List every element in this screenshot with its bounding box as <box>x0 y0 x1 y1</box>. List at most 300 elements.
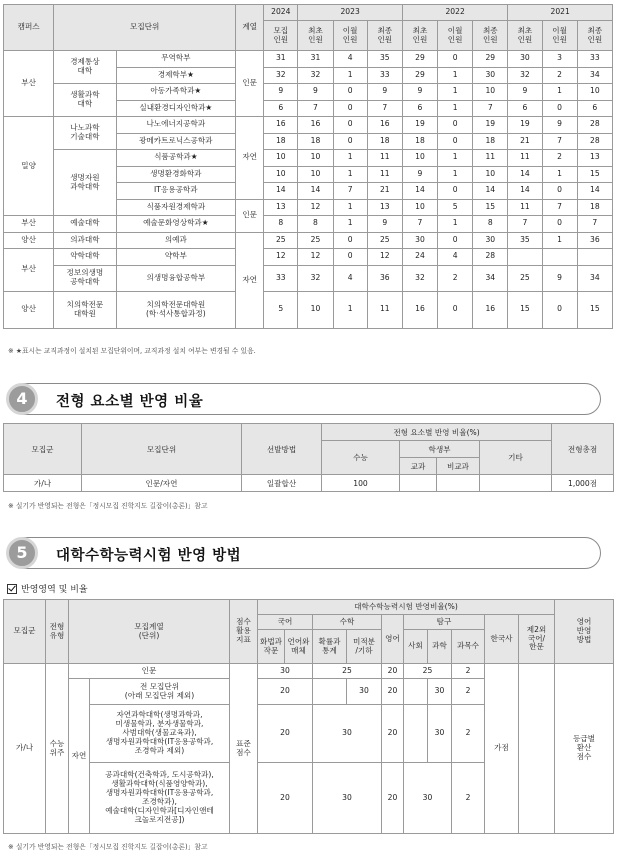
value-cell: 1 <box>438 216 473 233</box>
value-cell: 9 <box>402 84 437 101</box>
value-cell: 14 <box>577 183 612 200</box>
header-unit: 모집계열 (단위) <box>69 600 230 664</box>
value-cell: 0 <box>438 51 473 68</box>
campus-cell: 부산 <box>4 249 54 292</box>
value-cell: 1 <box>333 291 367 328</box>
value-cell: 34 <box>473 265 508 291</box>
science-cell: 30 <box>428 679 452 705</box>
college-cell: 생명자원 과학대학 <box>54 150 116 216</box>
value-cell: 16 <box>473 291 508 328</box>
value-cell: 7 <box>542 199 577 216</box>
value-cell: 6 <box>402 100 437 117</box>
unit-cell: 인문/자연 <box>82 475 242 492</box>
campus-cell: 부산 <box>4 216 54 233</box>
value-cell: 34 <box>577 265 612 291</box>
header-2022: 2022 <box>402 5 507 21</box>
value-cell: 28 <box>577 117 612 134</box>
value-cell: 6 <box>577 100 612 117</box>
value-cell: 11 <box>367 291 402 328</box>
unit-cell: 의생명융합공학부 <box>116 265 236 291</box>
value-cell: 25 <box>367 232 402 249</box>
subject-cell <box>400 475 437 492</box>
value-cell: 7 <box>508 216 542 233</box>
nonsubject-cell <box>437 475 480 492</box>
value-cell: 7 <box>402 216 437 233</box>
table-row <box>4 265 613 291</box>
field-cell: 인문 <box>236 199 264 232</box>
table-header-row <box>4 5 613 21</box>
header-math: 수학 <box>313 615 382 630</box>
header-group: 모집군 <box>4 600 46 664</box>
value-cell: 13 <box>577 150 612 167</box>
group-cell: 가/나 <box>4 475 82 492</box>
section-title: 전형 요소별 반영 비율 <box>56 394 204 410</box>
value-cell: 35 <box>367 51 402 68</box>
group-cell: 가/나 <box>4 664 46 834</box>
college-cell: 생활과학 대학 <box>54 84 116 117</box>
table-row <box>4 150 613 167</box>
value-cell: 1 <box>333 199 367 216</box>
value-cell: 9 <box>542 265 577 291</box>
value-cell <box>508 249 542 266</box>
value-cell: 11 <box>508 150 542 167</box>
value-cell: 32 <box>402 265 437 291</box>
value-cell: 31 <box>264 51 298 68</box>
value-cell: 1 <box>438 100 473 117</box>
etc-cell <box>480 475 552 492</box>
header-etc: 기타 <box>480 441 552 475</box>
unit-cell: 무역학부 <box>116 51 236 68</box>
sub-initial: 최초 인원 <box>402 21 437 51</box>
value-cell: 10 <box>298 291 333 328</box>
value-cell: 9 <box>402 166 437 183</box>
value-cell: 30 <box>508 51 542 68</box>
value-cell: 12 <box>264 249 298 266</box>
value-cell: 32 <box>298 67 333 84</box>
value-cell: 12 <box>367 249 402 266</box>
value-cell: 19 <box>473 117 508 134</box>
value-cell: 11 <box>367 150 402 167</box>
unit-cell: 식품공학과★ <box>116 150 236 167</box>
campus-cell: 밀양 <box>4 117 54 216</box>
unit-cell: 전 모집단위 (아래 모집단위 제외) <box>90 679 230 705</box>
value-cell: 9 <box>367 84 402 101</box>
value-cell: 29 <box>402 51 437 68</box>
header-korean: 국어 <box>258 615 313 630</box>
value-cell: 7 <box>577 216 612 233</box>
table-row <box>4 84 613 101</box>
value-cell: 36 <box>577 232 612 249</box>
value-cell: 8 <box>473 216 508 233</box>
value-cell: 15 <box>577 166 612 183</box>
sub-final: 최종 인원 <box>577 21 612 51</box>
value-cell: 32 <box>508 67 542 84</box>
header-2021: 2021 <box>508 5 613 21</box>
value-cell: 0 <box>438 183 473 200</box>
header-m2: 미적분 /기하 <box>347 630 382 664</box>
table-row <box>4 664 614 679</box>
social-cell <box>404 679 428 705</box>
section-4-header <box>6 383 607 415</box>
value-cell: 10 <box>473 84 508 101</box>
unit-cell: 공과대학(건축학과, 도시공학과), 생활과학대학(식품영양학과), 생명자원과학대학(IT응용공학과, 조경학과), 예술대학(디자인학과[디자인앤테 크놀로지전공]) <box>90 763 230 834</box>
value-cell: 12 <box>298 199 333 216</box>
value-cell: 1 <box>542 84 577 101</box>
value-cell: 7 <box>542 133 577 150</box>
unit-cell: 실내환경디자인학과★ <box>116 100 236 117</box>
social-cell: 25 <box>404 664 452 679</box>
value-cell: 14 <box>473 183 508 200</box>
college-cell: 약학대학 <box>54 249 116 266</box>
value-cell: 14 <box>508 166 542 183</box>
header-unit: 모집단위 <box>82 424 242 475</box>
value-cell: 18 <box>577 199 612 216</box>
inquiry-cell: 30 <box>404 763 452 834</box>
sub-carry: 이월 인원 <box>542 21 577 51</box>
value-cell: 11 <box>473 150 508 167</box>
count-cell: 2 <box>452 679 485 705</box>
value-cell: 25 <box>264 232 298 249</box>
science-cell: 30 <box>428 705 452 763</box>
value-cell: 5 <box>264 291 298 328</box>
value-cell: 0 <box>333 117 367 134</box>
value-cell: 0 <box>438 232 473 249</box>
header-unit: 모집단위 <box>54 5 236 51</box>
header-ratio: 전형 요소별 반영 비율(%) <box>322 424 552 441</box>
korean-cell: 20 <box>258 763 313 834</box>
unit-cell: 자연과학대학(생명과학과, 미생물학과, 분자생물학과, 사범대학(생물교육과), 생명자원과학대학(IT응용공학과, 조경학과 제외) <box>90 705 230 763</box>
value-cell: 10 <box>577 84 612 101</box>
table1-note: ※ ★표시는 교직과정이 설치된 모집단위이며, 교직과정 설치 여부는 변경될 수 있음. <box>8 347 256 355</box>
value-cell: 10 <box>402 199 437 216</box>
header-m1: 확률과 통계 <box>313 630 347 664</box>
korean-cell: 20 <box>258 679 313 705</box>
unit-cell: 의예과 <box>116 232 236 249</box>
sub-initial: 최초 인원 <box>298 21 333 51</box>
value-cell: 29 <box>473 51 508 68</box>
value-cell: 6 <box>508 100 542 117</box>
value-cell: 1 <box>438 150 473 167</box>
unit-cell: 식품자원경제학과 <box>116 199 236 216</box>
subsection-heading <box>7 582 88 595</box>
value-cell: 13 <box>367 199 402 216</box>
value-cell: 11 <box>367 166 402 183</box>
value-cell: 10 <box>264 150 298 167</box>
value-cell: 4 <box>438 249 473 266</box>
college-cell: 나노과학 기술대학 <box>54 117 116 150</box>
header-history: 한국사 <box>485 615 519 664</box>
header-english: 영어 <box>382 615 404 664</box>
value-cell: 12 <box>298 249 333 266</box>
value-cell <box>542 249 577 266</box>
value-cell: 19 <box>508 117 542 134</box>
table-row <box>4 117 613 134</box>
value-cell: 16 <box>298 117 333 134</box>
value-cell: 9 <box>298 84 333 101</box>
value-cell: 25 <box>298 232 333 249</box>
header-field: 계열 <box>236 5 264 51</box>
math-calc-cell: 30 <box>347 679 382 705</box>
value-cell: 31 <box>298 51 333 68</box>
value-cell: 4 <box>333 265 367 291</box>
value-cell: 10 <box>298 166 333 183</box>
header-second-lang: 제2외 국어/ 한문 <box>519 615 555 664</box>
value-cell: 1 <box>333 67 367 84</box>
value-cell: 9 <box>508 84 542 101</box>
total-cell: 1,000점 <box>552 475 614 492</box>
count-cell: 2 <box>452 705 485 763</box>
header-k2: 언어와 매체 <box>285 630 313 664</box>
sub-carry: 이월 인원 <box>333 21 367 51</box>
campus-cell: 부산 <box>4 51 54 117</box>
college-cell: 예술대학 <box>54 216 116 233</box>
value-cell: 1 <box>333 166 367 183</box>
value-cell: 16 <box>264 117 298 134</box>
value-cell: 1 <box>438 84 473 101</box>
header-science: 과학 <box>428 630 452 664</box>
value-cell: 18 <box>402 133 437 150</box>
value-cell: 0 <box>438 133 473 150</box>
header-total: 전형총점 <box>552 424 614 475</box>
header-campus: 캠퍼스 <box>4 5 54 51</box>
unit-cell: 경제학부★ <box>116 67 236 84</box>
unit-cell: 나노에너지공학과 <box>116 117 236 134</box>
value-cell: 7 <box>333 183 367 200</box>
value-cell: 29 <box>402 67 437 84</box>
second-lang-cell <box>519 664 555 834</box>
section-number: 4 <box>6 383 38 415</box>
value-cell: 1 <box>438 166 473 183</box>
english-cell: 20 <box>382 763 404 834</box>
method-cell: 일괄합산 <box>242 475 322 492</box>
sub-recruit: 모집 인원 <box>264 21 298 51</box>
section-5-header <box>6 537 607 569</box>
value-cell: 16 <box>402 291 437 328</box>
value-cell: 18 <box>367 133 402 150</box>
value-cell: 0 <box>542 291 577 328</box>
value-cell: 33 <box>264 265 298 291</box>
header-2023: 2023 <box>298 5 402 21</box>
value-cell: 8 <box>264 216 298 233</box>
value-cell: 21 <box>508 133 542 150</box>
english-cell: 20 <box>382 664 404 679</box>
header-social: 사회 <box>404 630 428 664</box>
suneung-cell: 100 <box>322 475 400 492</box>
value-cell: 16 <box>367 117 402 134</box>
value-cell: 0 <box>333 249 367 266</box>
value-cell: 0 <box>333 84 367 101</box>
sub-initial: 최초 인원 <box>508 21 542 51</box>
value-cell: 18 <box>298 133 333 150</box>
table-header-row <box>4 424 614 441</box>
college-cell: 정보의생명 공학대학 <box>54 265 116 291</box>
value-cell: 15 <box>508 291 542 328</box>
field-cell: 자연 <box>236 117 264 200</box>
table-row <box>4 216 613 233</box>
header-2024: 2024 <box>264 5 298 21</box>
unit-cell: 생명환경화학과 <box>116 166 236 183</box>
value-cell: 33 <box>577 51 612 68</box>
value-cell: 1 <box>438 67 473 84</box>
value-cell: 32 <box>298 265 333 291</box>
campus-cell: 양산 <box>4 232 54 249</box>
header-score: 점수 활용 지표 <box>230 600 258 664</box>
value-cell: 9 <box>264 84 298 101</box>
field-cell: 인문 <box>236 51 264 117</box>
value-cell: 19 <box>402 117 437 134</box>
value-cell: 30 <box>473 67 508 84</box>
count-cell: 2 <box>452 664 485 679</box>
college-cell: 의과대학 <box>54 232 116 249</box>
header-count: 과목수 <box>452 630 485 664</box>
history-cell: 가점 <box>485 664 519 834</box>
unit-cell: IT응용공학과 <box>116 183 236 200</box>
value-cell: 0 <box>438 117 473 134</box>
value-cell: 2 <box>542 67 577 84</box>
value-cell: 0 <box>333 100 367 117</box>
value-cell: 9 <box>542 117 577 134</box>
header-group: 모집군 <box>4 424 82 475</box>
value-cell: 10 <box>402 150 437 167</box>
value-cell: 28 <box>473 249 508 266</box>
value-cell: 6 <box>264 100 298 117</box>
value-cell: 28 <box>577 133 612 150</box>
value-cell: 14 <box>508 183 542 200</box>
value-cell: 25 <box>508 265 542 291</box>
unit-cell: 치의학전문대학원 (학·석사통합과정) <box>116 291 236 328</box>
section-title: 대학수학능력시험 반영 방법 <box>56 548 242 564</box>
table-header-row <box>4 600 614 615</box>
value-cell: 1 <box>542 232 577 249</box>
value-cell: 1 <box>333 150 367 167</box>
value-cell: 33 <box>367 67 402 84</box>
table-row <box>4 51 613 68</box>
campus-cell: 양산 <box>4 291 54 328</box>
header-method: 선발방법 <box>242 424 322 475</box>
college-cell: 경제통상 대학 <box>54 51 116 84</box>
value-cell: 1 <box>333 216 367 233</box>
value-cell: 9 <box>367 216 402 233</box>
college-cell: 치의학전문 대학원 <box>54 291 116 328</box>
value-cell: 1 <box>542 166 577 183</box>
value-cell: 7 <box>367 100 402 117</box>
sub-carry: 이월 인원 <box>438 21 473 51</box>
table3-note: ※ 실기가 반영되는 전형은「정시모집 진학지도 길잡이(총론)」참고 <box>8 843 208 851</box>
value-cell <box>577 249 612 266</box>
english-cell: 20 <box>382 679 404 705</box>
value-cell: 21 <box>367 183 402 200</box>
score-cell: 표준 점수 <box>230 664 258 834</box>
value-cell: 5 <box>438 199 473 216</box>
value-cell: 30 <box>473 232 508 249</box>
value-cell: 2 <box>542 150 577 167</box>
value-cell: 4 <box>333 51 367 68</box>
header-inquiry: 탐구 <box>404 615 485 630</box>
table-row <box>4 475 614 492</box>
suneung-method-table <box>3 599 614 834</box>
korean-cell: 30 <box>258 664 313 679</box>
value-cell: 0 <box>542 216 577 233</box>
eng-method-cell: 등급별 환산 점수 <box>555 664 614 834</box>
value-cell: 35 <box>508 232 542 249</box>
value-cell: 0 <box>333 232 367 249</box>
admission-history-table <box>3 4 613 329</box>
value-cell: 8 <box>298 216 333 233</box>
value-cell: 13 <box>264 199 298 216</box>
social-cell <box>404 705 428 763</box>
value-cell: 32 <box>264 67 298 84</box>
value-cell: 14 <box>264 183 298 200</box>
unit-cell: 아동가족학과★ <box>116 84 236 101</box>
value-cell: 7 <box>473 100 508 117</box>
checkbox-icon <box>7 584 17 594</box>
header-eng-method: 영어 반영 방법 <box>555 600 614 664</box>
value-cell: 0 <box>333 133 367 150</box>
korean-cell: 20 <box>258 705 313 763</box>
unit-cell: 약학부 <box>116 249 236 266</box>
value-cell: 11 <box>508 199 542 216</box>
count-cell: 2 <box>452 763 485 834</box>
math-cell: 30 <box>313 705 382 763</box>
english-cell: 20 <box>382 705 404 763</box>
value-cell: 24 <box>402 249 437 266</box>
unit-cell: 광메카트로닉스공학과 <box>116 133 236 150</box>
math-prob-cell <box>313 679 347 705</box>
value-cell: 0 <box>542 100 577 117</box>
nature-cell: 자연 <box>69 679 90 834</box>
value-cell: 10 <box>298 150 333 167</box>
header-ratio: 대학수학능력시험 반영비율(%) <box>258 600 555 615</box>
value-cell: 10 <box>264 166 298 183</box>
section-number: 5 <box>6 537 38 569</box>
table-row <box>4 291 613 328</box>
table-row <box>4 232 613 249</box>
value-cell: 2 <box>438 265 473 291</box>
header-subject: 교과 <box>400 458 437 475</box>
table2-note: ※ 실기가 반영되는 전형은「정시모집 진학지도 길잡이(총론)」참고 <box>8 502 208 510</box>
header-k1: 화법과 작문 <box>258 630 285 664</box>
value-cell: 7 <box>298 100 333 117</box>
table-row <box>4 249 613 266</box>
header-nonsubject: 비교과 <box>437 458 480 475</box>
value-cell: 3 <box>542 51 577 68</box>
header-record: 학생부 <box>400 441 480 458</box>
value-cell: 34 <box>577 67 612 84</box>
header-type: 전형 유형 <box>46 600 69 664</box>
value-cell: 15 <box>473 199 508 216</box>
unit-cell: 예술문화영상학과★ <box>116 216 236 233</box>
value-cell: 18 <box>473 133 508 150</box>
header-suneung: 수능 <box>322 441 400 475</box>
value-cell: 0 <box>438 291 473 328</box>
value-cell: 36 <box>367 265 402 291</box>
value-cell: 14 <box>298 183 333 200</box>
value-cell: 0 <box>542 183 577 200</box>
type-cell: 수능 위주 <box>46 664 69 834</box>
unit-cell: 인문 <box>69 664 230 679</box>
ratio-table <box>3 423 614 492</box>
value-cell: 10 <box>473 166 508 183</box>
math-cell: 25 <box>313 664 382 679</box>
value-cell: 30 <box>402 232 437 249</box>
value-cell: 14 <box>402 183 437 200</box>
math-cell: 30 <box>313 763 382 834</box>
value-cell: 18 <box>264 133 298 150</box>
field-cell: 자연 <box>236 232 264 328</box>
subsection-label: 반영영역 및 비율 <box>21 585 88 595</box>
value-cell: 15 <box>577 291 612 328</box>
sub-final: 최종 인원 <box>367 21 402 51</box>
